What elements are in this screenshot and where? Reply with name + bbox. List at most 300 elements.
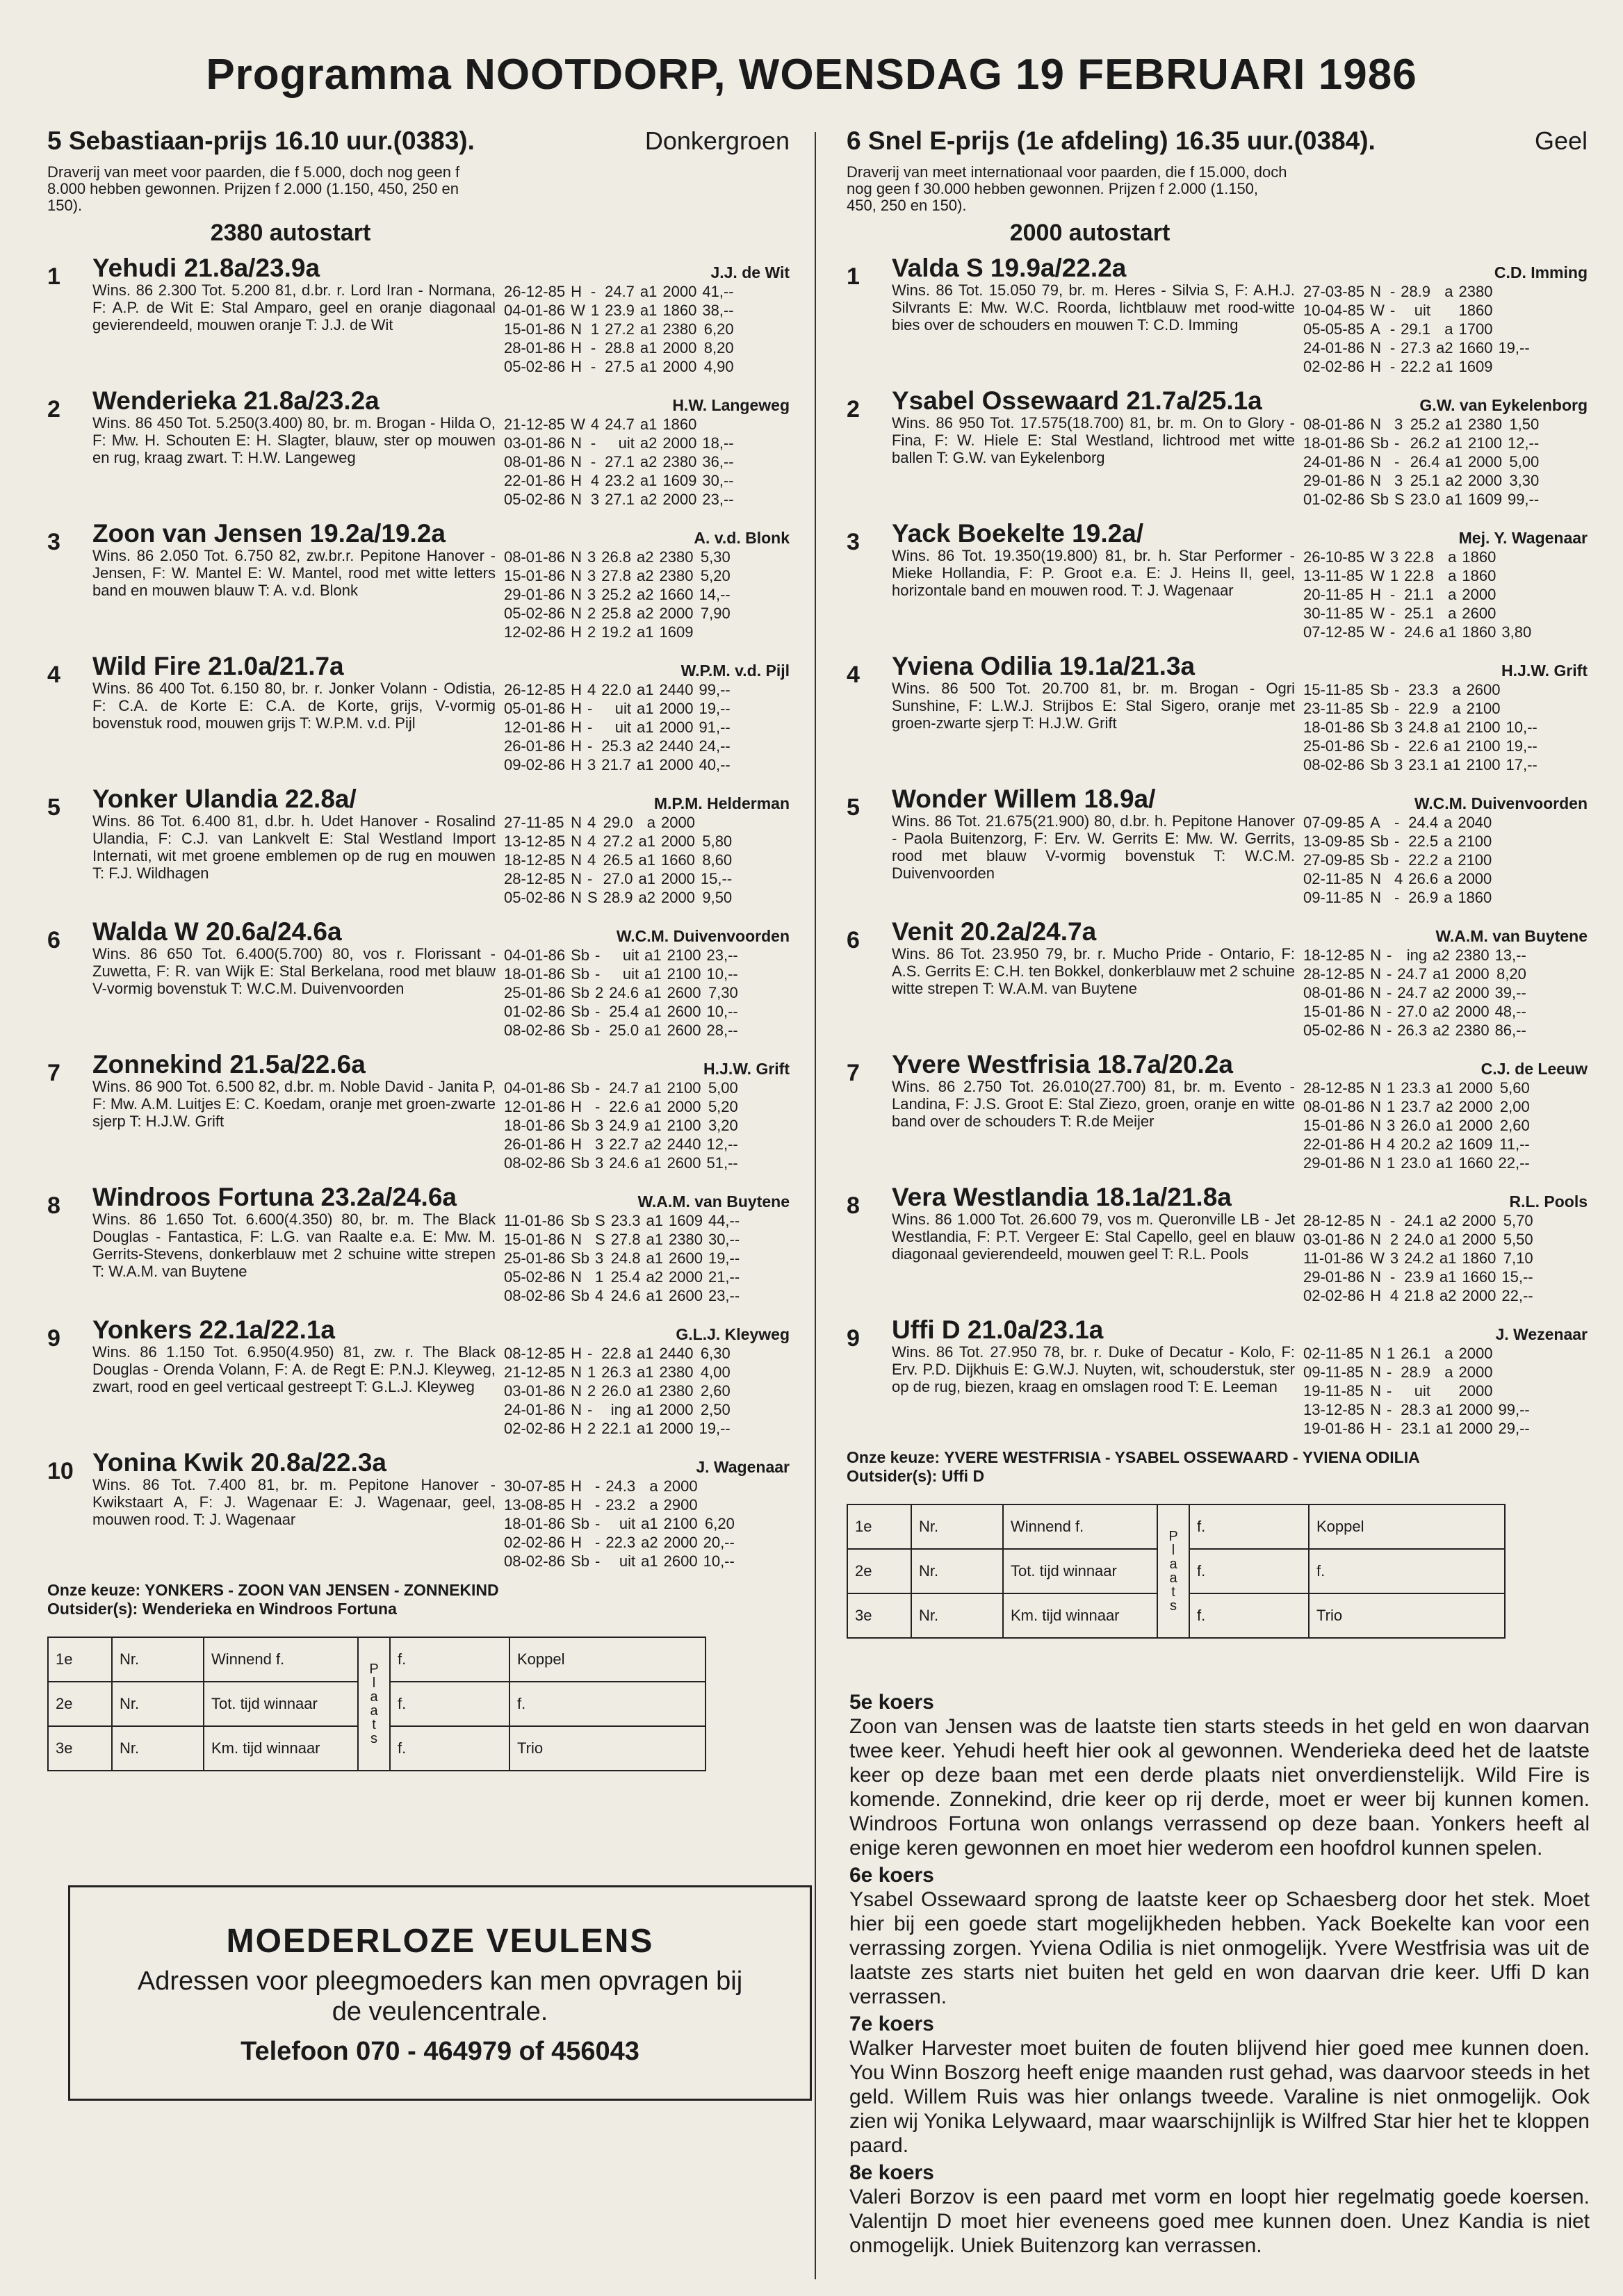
result-cell: N	[1370, 1212, 1381, 1229]
result-cell: uit	[619, 1552, 636, 1570]
result-cell: a1	[1445, 434, 1462, 452]
horse-name: Valda S 19.9a/22.2a	[892, 254, 1127, 282]
result-cell: 8,20	[1496, 965, 1526, 983]
trio-label: Trio	[1316, 1607, 1343, 1624]
result-cell: a	[649, 1496, 658, 1514]
result-cell: -	[587, 870, 593, 887]
result-cell: 2000	[663, 1477, 698, 1495]
result-cell: -	[1386, 965, 1392, 983]
result-cell: N	[1370, 1231, 1381, 1248]
result-cell: 3,20	[708, 1117, 738, 1134]
result-cell: 22.9	[1408, 700, 1439, 717]
result-row	[1303, 1345, 1534, 1362]
horse-number: 5	[847, 794, 860, 821]
result-cell: 1	[590, 320, 600, 338]
horse-number: 7	[847, 1060, 860, 1086]
result-row	[504, 320, 738, 338]
result-cell: a1	[639, 302, 658, 319]
result-cell: 15,--	[700, 870, 733, 887]
horse-name: Windroos Fortuna 23.2a/24.6a	[92, 1183, 457, 1211]
result-cell: 2100	[1466, 700, 1501, 717]
horse-description: Wins. 86 900 Tot. 6.500 82, d.br. m. Noble David - Janita P, F: Mw. A.M. Luitjes E: C. Koedam, oranje met groen-zwarte sjerp T: H.J.W. Grift	[92, 1078, 496, 1130]
our-picks	[47, 1581, 790, 1618]
result-cell: 22-01-86	[1303, 1135, 1365, 1153]
result-cell: 4	[590, 472, 600, 489]
plaats-letter: a	[370, 1703, 378, 1719]
result-cell: N	[1370, 946, 1381, 964]
result-row	[1303, 737, 1542, 755]
ad-title: MOEDERLOZE VEULENS	[226, 1923, 654, 1960]
result-cell: 5,20	[700, 567, 731, 584]
result-row	[504, 1249, 744, 1267]
commentary-heading: 5e koers	[849, 1691, 934, 1714]
horse-name: Zonnekind 21.5a/22.6a	[92, 1050, 366, 1079]
result-cell: 25.8	[601, 605, 632, 622]
horse-description: Wins. 86 650 Tot. 6.400(5.700) 80, vos r. Florissant - Zuwetta, F: R. van Wijk E: Stal Berkelana, rood met blauw V-vormig bovenstuk T: W.C.M. Duivenvoorden	[92, 945, 496, 997]
result-cell: a2	[639, 434, 658, 452]
result-cell: 2100	[1458, 851, 1492, 869]
results-table	[1302, 812, 1503, 908]
result-row	[1303, 1117, 1534, 1134]
result-cell: 2380	[662, 453, 697, 470]
result-row	[504, 1496, 739, 1514]
result-cell: 22.2	[1408, 851, 1439, 869]
bet-extra	[1309, 1593, 1505, 1638]
result-row	[504, 453, 738, 470]
result-cell: 1660	[1462, 1268, 1496, 1286]
result-cell: 15-01-86	[504, 1231, 566, 1248]
result-cell: 25.2	[1410, 416, 1440, 433]
result-cell: 3	[1394, 756, 1403, 773]
result-cell: 08-02-86	[1303, 756, 1365, 773]
result-cell: N	[1370, 1117, 1381, 1134]
result-cell: N	[1370, 1401, 1381, 1418]
result-cell: 27.8	[610, 1231, 641, 1248]
horse-number: 7	[47, 1060, 60, 1086]
result-cell: 4	[1394, 870, 1403, 887]
result-cell: N	[1370, 1079, 1381, 1097]
result-cell: 2100	[667, 1079, 701, 1097]
result-cell: W	[1370, 302, 1385, 319]
result-cell: 28-12-85	[1303, 965, 1365, 983]
result-cell	[1497, 833, 1501, 850]
result-cell: 7,10	[1503, 1249, 1533, 1267]
result-cell: 26.0	[1401, 1117, 1431, 1134]
result-cell: a2	[639, 453, 658, 470]
results-table	[1302, 1343, 1535, 1438]
result-cell: 18-01-86	[1303, 719, 1365, 736]
result-cell: 24.7	[609, 1079, 639, 1097]
result-cell: 2000	[660, 833, 695, 850]
result-cell: a	[1444, 1345, 1453, 1362]
result-cell: a1	[638, 851, 655, 869]
bet-nr: Nr.	[911, 1593, 1003, 1638]
horse-description: Wins. 86 2.750 Tot. 26.010(27.700) 81, br. m. Evento - Landina, F: J.S. Groot E: Stal Ziezo, groen, oranje en witte band over de schouders T: R.de Meijer	[892, 1078, 1295, 1130]
result-cell: 25.4	[610, 1268, 641, 1286]
result-row	[1303, 1154, 1534, 1172]
result-cell: N	[1370, 965, 1381, 983]
result-cell: -	[590, 453, 596, 470]
bet-plaats-label	[1157, 1504, 1189, 1638]
commentary-heading: 6e koers	[849, 1864, 934, 1887]
result-cell: H	[1370, 1135, 1381, 1153]
result-cell: 3	[1394, 472, 1403, 489]
result-cell: H	[571, 283, 582, 300]
horse-number: 8	[47, 1192, 60, 1219]
result-cell: 24-01-86	[504, 1401, 566, 1418]
result-cell: a1	[637, 623, 654, 641]
result-cell: 21-12-85	[504, 416, 566, 433]
horse-entry	[847, 652, 1588, 775]
result-cell: -	[1386, 1363, 1392, 1381]
bet-row	[48, 1637, 706, 1682]
result-cell: Sb	[1370, 737, 1389, 755]
result-cell: 2000	[660, 814, 695, 831]
result-cell: 2600	[1462, 605, 1496, 622]
result-row	[504, 719, 735, 736]
result-cell: 3	[587, 756, 596, 773]
horse-number: 3	[47, 529, 60, 555]
result-cell: N	[571, 1363, 582, 1381]
result-cell: 07-12-85	[1303, 623, 1365, 641]
result-cell: 26.4	[1410, 453, 1440, 470]
result-cell: 28-12-85	[1303, 1079, 1365, 1097]
result-cell: a	[1444, 851, 1453, 869]
result-cell: H	[571, 339, 582, 356]
result-row	[1303, 434, 1543, 452]
result-row	[504, 1420, 735, 1437]
result-cell: a	[1444, 1363, 1453, 1381]
bet-label: Tot. tijd winnaar	[1003, 1549, 1157, 1593]
bet-place: 2e	[48, 1682, 112, 1726]
result-cell: 12,--	[1507, 434, 1540, 452]
result-cell: a1	[1436, 1420, 1453, 1437]
result-row	[504, 1552, 739, 1570]
result-cell: 10,--	[706, 965, 738, 983]
result-cell: 2440	[659, 1345, 694, 1362]
result-cell: N	[571, 889, 582, 906]
result-cell: 08-01-86	[1303, 984, 1365, 1001]
result-cell: a1	[1445, 416, 1462, 433]
result-cell: 08-02-86	[504, 1552, 566, 1570]
result-cell: 5,00	[708, 1079, 738, 1097]
result-cell: 3	[1389, 1249, 1399, 1267]
result-cell: 2000	[1455, 984, 1490, 1001]
result-cell: 22.0	[601, 681, 632, 698]
result-cell: 27.0	[1397, 1003, 1428, 1020]
result-cell: 2100	[1458, 833, 1492, 850]
result-row	[504, 833, 736, 850]
result-cell: 22.6	[609, 1098, 639, 1115]
result-row	[504, 1117, 742, 1134]
result-cell: 08-02-86	[504, 1287, 566, 1304]
result-cell: -	[587, 700, 593, 717]
result-cell: a1	[1436, 1154, 1453, 1172]
result-cell: a	[1448, 586, 1457, 603]
result-cell: 2600	[667, 1154, 701, 1172]
result-cell: 26.0	[601, 1382, 632, 1400]
result-cell: 23.9	[1404, 1268, 1434, 1286]
result-cell: a1	[1436, 358, 1453, 375]
result-cell: 08-01-86	[504, 453, 566, 470]
result-cell: 28-12-85	[504, 870, 566, 887]
result-cell: N	[571, 320, 582, 338]
result-cell: a1	[646, 1212, 663, 1229]
result-cell: -	[595, 1477, 601, 1495]
horse-description: Wins. 86 Tot. 27.950 78, br. r. Duke of Decatur - Kolo, F: Erv. P.D. Dijkhuis E: G.W.J. Nuyten, wit, schouderstuk, ster op de rug, biezen, kraag en omslagen rood T: E. Leeman	[892, 1343, 1295, 1395]
result-cell: 01-02-86	[1303, 491, 1365, 508]
result-cell: H	[571, 1345, 582, 1362]
horse-number: 2	[847, 396, 860, 423]
result-cell: 23.2	[605, 1496, 636, 1514]
result-cell	[1436, 302, 1457, 319]
horse-trainer: W.P.M. v.d. Pijl	[680, 662, 790, 680]
result-row	[504, 472, 738, 489]
result-cell: 5,30	[700, 548, 731, 566]
result-cell: 2100	[667, 946, 701, 964]
result-row	[1303, 1420, 1534, 1437]
bet-nr: Nr.	[911, 1549, 1003, 1593]
result-cell: 1609	[1468, 491, 1502, 508]
result-cell: 18-12-85	[504, 851, 566, 869]
result-cell	[1436, 1382, 1457, 1400]
result-cell: H	[571, 719, 582, 736]
result-cell: 10,--	[1506, 719, 1538, 736]
result-cell: 3	[1386, 1117, 1396, 1134]
result-cell: a2	[641, 1534, 658, 1551]
result-cell: N	[571, 814, 582, 831]
commentary-text: Zoon van Jensen was de laatste tien starts steeds in het geld en won daarvan twee keer. Yehudi heeft hier ook al gewonnen. Wenderieka deed het de laatste keer op deze baan met een derde plaats niet onverdienstelijk. Wild Fire is komende. Zonnekind, drie keer op rij derde, moet er weer bij kunnen komen. Windroos Fortuna won onlangs verrassend op deze baan. Yonkers heeft al enige keren gewonnen en moet hier wederom een hoofdrol kunnen spelen.	[849, 1715, 1590, 1860]
result-cell: 22.5	[1408, 833, 1439, 850]
result-cell: 1860	[662, 416, 697, 433]
bet-label: Tot. tijd winnaar	[204, 1682, 358, 1726]
result-cell: 2000	[1468, 472, 1502, 489]
result-cell: 1860	[1462, 548, 1496, 566]
horse-name: Zoon van Jensen 19.2a/19.2a	[92, 519, 446, 548]
result-cell: N	[571, 586, 582, 603]
result-cell: 23.3	[610, 1212, 641, 1229]
result-cell: 2	[1389, 1231, 1399, 1248]
result-cell: 2,50	[700, 1401, 731, 1418]
result-row	[1303, 586, 1535, 603]
result-cell: uit	[622, 946, 639, 964]
result-cell: 22.8	[601, 1345, 632, 1362]
result-cell: 26.3	[1397, 1022, 1428, 1039]
result-cell: 48,--	[1494, 1003, 1526, 1020]
result-cell: 2380	[1468, 416, 1502, 433]
horse-description: Wins. 86 Tot. 21.675(21.900) 80, d.br. h. Pepitone Hanover - Paola Buitenzorg, F: Erv. W. Gerrits E: Mw. W. Gerrits, rood met blauw V-vormig bovenstuk T: W.C.M. Duivenvoorden	[892, 812, 1295, 882]
result-cell: 25.0	[609, 1022, 639, 1039]
result-cell: N	[571, 567, 582, 584]
result-cell: a1	[1444, 737, 1461, 755]
result-cell: -	[1389, 1268, 1396, 1286]
result-cell: 23.3	[1408, 681, 1439, 698]
result-cell: 10-04-85	[1303, 302, 1365, 319]
horse-entry	[47, 519, 790, 642]
result-cell: 24.7	[605, 416, 635, 433]
result-cell: 6,30	[700, 1345, 731, 1362]
result-cell: 08-01-86	[504, 548, 566, 566]
result-cell: 1860	[1458, 302, 1493, 319]
result-cell: 24.1	[1404, 1212, 1434, 1229]
bet-amount: f.	[517, 1695, 526, 1712]
result-cell: -	[1389, 586, 1396, 603]
our-choice: Onze keuze: YVERE WESTFRISIA - YSABEL OSSEWAARD - YVIENA ODILIA	[847, 1448, 1420, 1466]
result-cell: Sb	[1370, 700, 1389, 717]
result-cell: a	[1448, 605, 1457, 622]
result-cell: H	[571, 1496, 582, 1514]
result-row	[504, 1079, 742, 1097]
result-cell: 25.2	[601, 586, 632, 603]
result-cell: a2	[1433, 984, 1450, 1001]
horse-name: Yonker Ulandia 22.8a/	[92, 785, 357, 813]
result-cell: a1	[639, 339, 658, 356]
result-cell: 30,--	[708, 1231, 740, 1248]
result-cell	[1498, 1363, 1533, 1381]
result-cell: 05-01-86	[504, 700, 566, 717]
bet-grid	[847, 1504, 1506, 1639]
result-cell: N	[1370, 1363, 1381, 1381]
result-cell: 02-02-86	[1303, 1287, 1365, 1304]
result-row	[1303, 984, 1531, 1001]
result-cell: a1	[1445, 453, 1462, 470]
horse-number: 4	[847, 662, 860, 688]
result-cell: Sb	[571, 1249, 589, 1267]
commentary-text: Walker Harvester moet buiten de fouten blijvend hier goed mee kunnen doen. You Winn Boszorg heeft enige maanden rust gehad, was daarvoor steeds in het geld. Willem Ruis was hier onlangs tweede. Varaline is niet onmogelijk. Ook zien wij Yonika Lelywaard, maar waarschijnlijk is Wilfred Star hier het te kloppen paard.	[849, 2037, 1590, 2157]
result-cell: 2100	[1466, 756, 1501, 773]
result-cell: 1	[587, 1363, 596, 1381]
result-cell: 2380	[659, 548, 694, 566]
result-cell: 2380	[1458, 283, 1493, 300]
result-cell: -	[1389, 358, 1396, 375]
result-cell: H	[571, 756, 582, 773]
bet-plaats-amount: f.	[390, 1637, 509, 1682]
result-cell: -	[1389, 339, 1396, 356]
result-row	[1303, 719, 1542, 736]
result-cell: 2380	[659, 1363, 694, 1381]
results-table	[1302, 1211, 1539, 1306]
result-cell: a	[1444, 889, 1453, 906]
results-table	[1302, 547, 1537, 642]
result-cell: 23.3	[1401, 1079, 1431, 1097]
result-row	[504, 623, 735, 641]
result-cell: 2100	[667, 965, 701, 983]
result-cell: 03-01-86	[504, 434, 566, 452]
result-cell	[701, 814, 736, 831]
result-cell: W	[571, 302, 585, 319]
horse-number: 6	[847, 927, 860, 953]
result-cell: 22.1	[601, 1420, 632, 1437]
result-cell: a	[1452, 681, 1461, 698]
horse-name: Yviena Odilia 19.1a/21.3a	[892, 652, 1196, 680]
horse-description: Wins. 86 500 Tot. 20.700 81, br. m. Brogan - Ogri Sunshine, F: L.W.J. Strijbos E: Stal Sigero, oranje met groen-zwarte sjerp T: H.J.W. Grift	[892, 680, 1295, 732]
result-cell: A	[1370, 320, 1380, 338]
result-cell: 27-11-85	[504, 814, 564, 831]
result-cell: 38,--	[702, 302, 734, 319]
horse-description: Wins. 86 Tot. 19.350(19.800) 81, br. h. Star Performer - Mieke Hollandia, F: P. Groot e.a. E: J. Heins II, geel, horizontale band en mouwen rood. T: J. Wagenaar	[892, 547, 1295, 599]
result-row	[1303, 814, 1501, 831]
horse-entry	[847, 1183, 1588, 1306]
result-row	[1303, 472, 1543, 489]
result-cell: 2,00	[1499, 1098, 1530, 1115]
result-cell: -	[595, 1022, 601, 1039]
result-cell: -	[595, 1552, 601, 1570]
result-cell: Sb	[1370, 851, 1389, 869]
result-cell: W	[1370, 605, 1385, 622]
bet-plaats-amount: f.	[390, 1682, 509, 1726]
result-cell: 29.0	[603, 814, 633, 831]
bet-plaats-label	[358, 1637, 390, 1771]
result-cell: -	[595, 1098, 601, 1115]
horse-description: Wins. 86 400 Tot. 6.150 80, br. r. Jonker Volann - Odistia, F: C.A. de Korte E: C.A. de Korte, grijs, V-vormig bovenstuk rood, mouwen grijs T: W.P.M. v.d. Pijl	[92, 680, 496, 732]
result-row	[504, 1003, 742, 1020]
bet-grid	[47, 1637, 706, 1771]
result-cell: 23.0	[1410, 491, 1440, 508]
result-cell: 2000	[1455, 965, 1490, 983]
result-cell: ing	[1406, 946, 1428, 964]
horse-number: 10	[47, 1458, 74, 1484]
result-cell: 28-12-85	[1303, 1212, 1365, 1229]
result-cell: 14,--	[699, 586, 731, 603]
horse-trainer: Mej. Y. Wagenaar	[1458, 529, 1588, 547]
result-cell: 24.8	[1408, 719, 1439, 736]
result-cell: -	[595, 965, 601, 983]
result-cell: 1,50	[1509, 416, 1540, 433]
results-table	[503, 812, 737, 908]
horse-description: Wins. 86 1.650 Tot. 6.600(4.350) 80, br. m. The Black Douglas - Fantastica, F: L.G. van Raalte e.a. E: Mw. M. Gerrits-Stevens, donkerblauw met 2 schuine witte strepen T: W.A.M. van Buytene	[92, 1211, 496, 1280]
result-cell: N	[571, 1268, 582, 1286]
result-cell: 13-08-85	[504, 1496, 566, 1514]
result-cell: Sb	[571, 965, 589, 983]
result-cell: N	[1370, 870, 1381, 887]
race-6-column	[847, 126, 1588, 1639]
horse-entry	[47, 652, 790, 775]
result-cell: Sb	[571, 1212, 589, 1229]
result-cell: N	[1370, 1022, 1381, 1039]
result-cell: 99,--	[699, 681, 731, 698]
horse-entry	[847, 1315, 1588, 1438]
result-cell: 18-01-86	[504, 965, 566, 983]
plaats-letter: a	[1169, 1557, 1177, 1572]
horse-entry	[47, 785, 790, 908]
page-title: Programma NOOTDORP, WOENSDAG 19 FEBRUARI 1986	[206, 51, 1417, 99]
result-row	[504, 605, 735, 622]
results-table	[503, 680, 736, 775]
bet-extra	[1309, 1504, 1505, 1549]
result-cell: a1	[639, 416, 658, 433]
result-cell: 23,--	[702, 491, 734, 508]
result-cell: a2	[637, 567, 654, 584]
result-row	[504, 851, 736, 869]
result-cell: N	[571, 548, 582, 566]
result-cell: -	[1394, 434, 1400, 452]
result-cell: 21.1	[1404, 586, 1434, 603]
result-cell: 24.4	[1408, 814, 1439, 831]
result-cell: a1	[641, 1552, 658, 1570]
race-title: 6 Snel E-prijs (1e afdeling) 16.35 uur.(0384).	[847, 126, 1376, 155]
result-cell: a1	[646, 1287, 663, 1304]
result-cell: 2440	[659, 681, 694, 698]
result-cell: 9,50	[702, 889, 733, 906]
result-cell: 3	[595, 1117, 604, 1134]
result-cell: a1	[1439, 1268, 1457, 1286]
result-row	[504, 984, 742, 1001]
result-row	[504, 1345, 735, 1362]
result-row	[1303, 1249, 1538, 1267]
result-cell: uit	[614, 700, 632, 717]
result-cell: 22.3	[605, 1534, 636, 1551]
horse-trainer: C.J. de Leeuw	[1481, 1060, 1588, 1078]
